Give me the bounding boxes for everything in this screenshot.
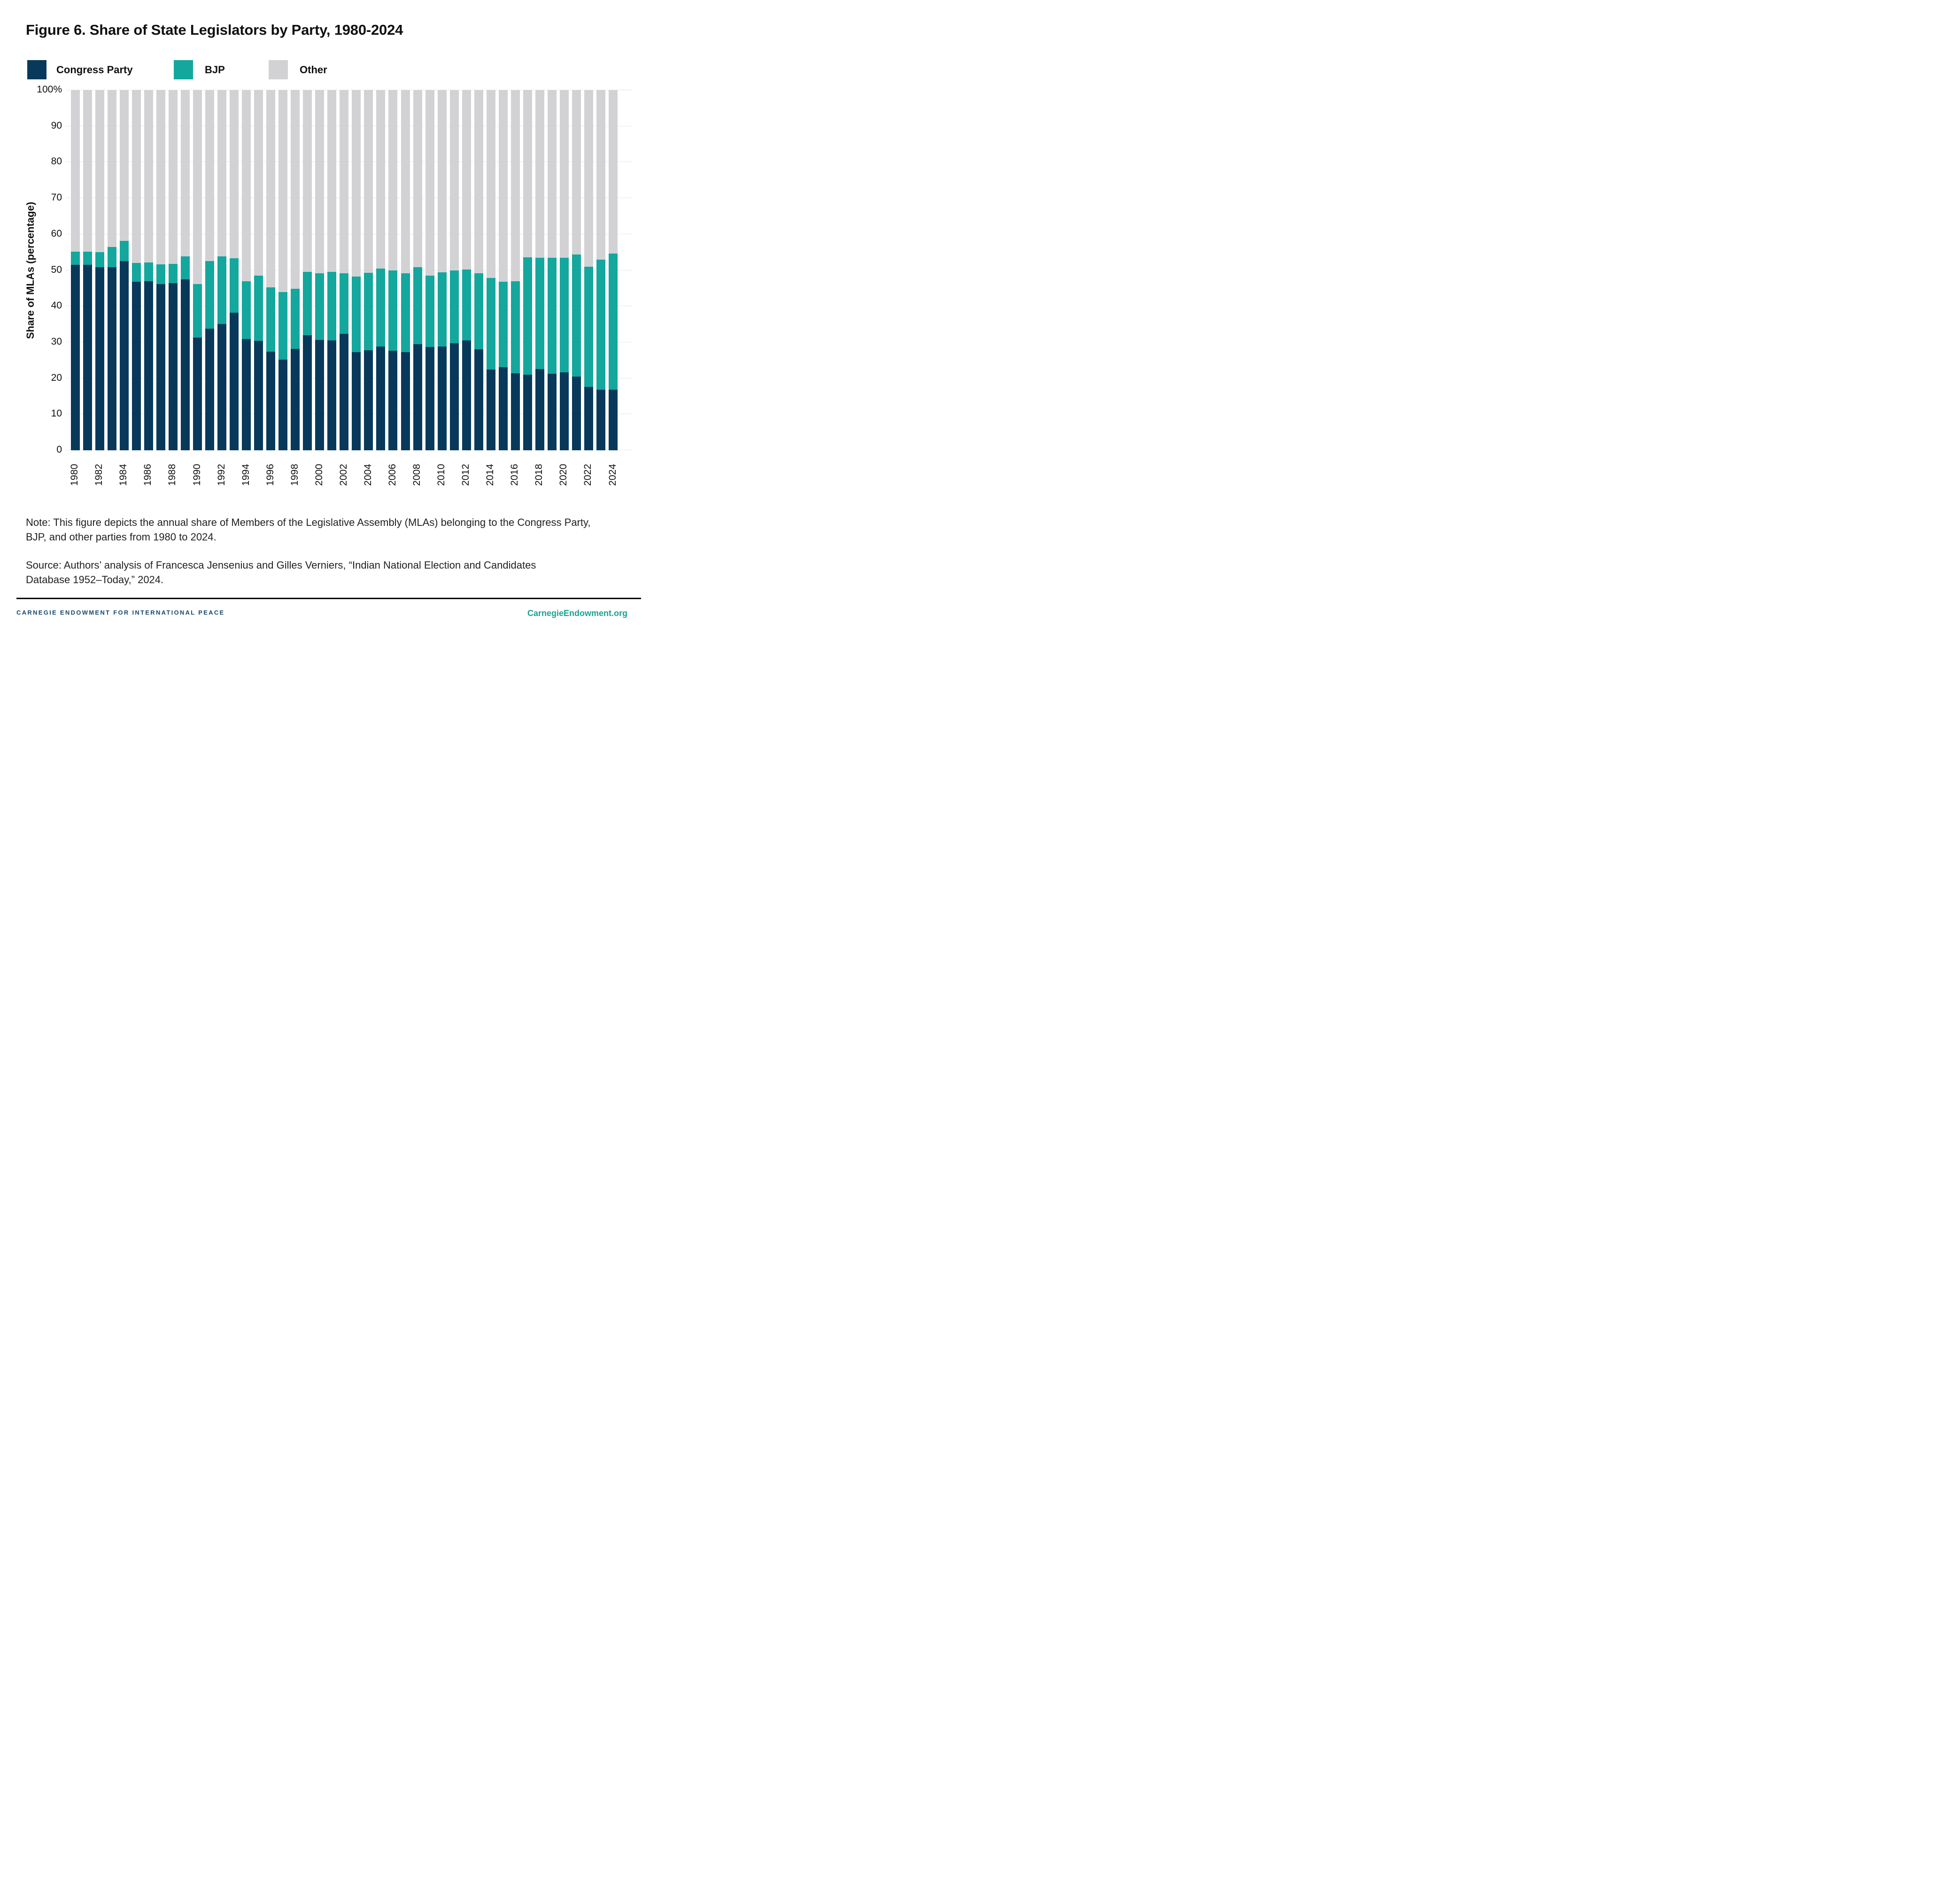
- bar-2008: [413, 90, 422, 450]
- footer-organization: CARNEGIE ENDOWMENT FOR INTERNATIONAL PEACE: [16, 609, 225, 616]
- bar-1998: [291, 90, 300, 450]
- source-line-2: Database 1952–Today,” 2024.: [26, 574, 164, 586]
- segment-bjp-2001: [327, 272, 336, 340]
- segment-congress-party-1989: [181, 279, 190, 450]
- segment-congress-party-1987: [156, 284, 165, 450]
- segment-other-1997: [278, 90, 287, 292]
- segment-other-1994: [242, 90, 251, 281]
- y-tick-label-20: 20: [51, 372, 62, 383]
- segment-congress-party-2014: [487, 370, 495, 450]
- bar-2006: [388, 90, 397, 450]
- bar-2004: [364, 90, 373, 450]
- y-tick-label-30: 30: [51, 336, 62, 347]
- bar-1991: [205, 90, 214, 450]
- segment-congress-party-1995: [254, 341, 263, 450]
- segment-congress-party-1981: [83, 265, 92, 450]
- y-tick-label-0: 0: [56, 444, 62, 455]
- segment-congress-party-1980: [71, 265, 80, 450]
- segment-congress-party-1988: [169, 283, 178, 450]
- segment-bjp-2006: [388, 270, 397, 351]
- x-tick-label-2014: 2014: [485, 464, 496, 486]
- segment-bjp-2015: [499, 282, 508, 367]
- bar-2015: [499, 90, 508, 450]
- segment-other-2020: [560, 90, 569, 258]
- segment-other-1980: [71, 90, 80, 252]
- bar-2018: [535, 90, 544, 450]
- segment-congress-party-2018: [535, 369, 544, 450]
- segment-bjp-2014: [487, 278, 495, 370]
- x-tick-label-1980: 1980: [69, 464, 80, 486]
- segment-bjp-1988: [169, 264, 178, 283]
- segment-bjp-1993: [230, 258, 239, 313]
- source-line-1: Source: Authors’ analysis of Francesca Jensenius and Gilles Verniers, “Indian National Election and Candidates: [26, 559, 536, 571]
- bar-2017: [523, 90, 532, 450]
- segment-other-2009: [425, 90, 434, 276]
- segment-congress-party-1983: [108, 267, 116, 450]
- bar-2002: [340, 90, 348, 450]
- bar-1980: [71, 90, 80, 450]
- segment-bjp-2018: [535, 258, 544, 369]
- segment-congress-party-1986: [144, 281, 153, 450]
- segment-other-2021: [572, 90, 581, 254]
- note-line-2: BJP, and other parties from 1980 to 2024.: [26, 531, 217, 543]
- x-tick-label-2024: 2024: [607, 464, 618, 486]
- bar-1988: [169, 90, 178, 450]
- segment-other-1991: [205, 90, 214, 261]
- segment-other-2000: [315, 90, 324, 273]
- bar-2016: [511, 90, 520, 450]
- segment-bjp-1999: [303, 272, 312, 335]
- segment-congress-party-2017: [523, 375, 532, 450]
- segment-congress-party-1999: [303, 335, 312, 450]
- segment-bjp-2009: [425, 276, 434, 347]
- y-tick-label-70: 70: [51, 192, 62, 203]
- bar-1996: [266, 90, 275, 450]
- note-line-1: Note: This figure depicts the annual share of Members of the Legislative Assembly (MLAs) belonging to the Congress Party,: [26, 516, 591, 528]
- x-tick-label-1998: 1998: [289, 464, 300, 486]
- x-tick-label-1990: 1990: [191, 464, 202, 486]
- bar-1990: [193, 90, 202, 450]
- y-tick-label-90: 90: [51, 120, 62, 131]
- segment-congress-party-2021: [572, 377, 581, 450]
- footer-site-link[interactable]: CarnegieEndowment.org: [527, 609, 627, 618]
- segment-other-1988: [169, 90, 178, 264]
- bar-1999: [303, 90, 312, 450]
- segment-congress-party-2008: [413, 344, 422, 450]
- bar-2005: [376, 90, 385, 450]
- segment-bjp-2020: [560, 258, 569, 373]
- x-tick-label-2016: 2016: [509, 464, 520, 486]
- bar-2011: [450, 90, 459, 450]
- segment-congress-party-1996: [266, 352, 275, 450]
- segment-other-2022: [584, 90, 593, 267]
- segment-other-1986: [144, 90, 153, 262]
- segment-congress-party-2005: [376, 347, 385, 450]
- figure-title: Figure 6. Share of State Legislators by Party, 1980-2024: [26, 22, 403, 38]
- segment-other-2010: [438, 90, 447, 272]
- source-text: [26, 558, 536, 587]
- segment-other-2024: [609, 90, 618, 254]
- segment-bjp-1989: [181, 256, 190, 279]
- segment-congress-party-2015: [499, 367, 508, 450]
- segment-other-1987: [156, 90, 165, 264]
- bar-1997: [278, 90, 287, 450]
- segment-other-2023: [596, 90, 605, 260]
- bar-1982: [95, 90, 104, 450]
- segment-other-1983: [108, 90, 116, 247]
- segment-bjp-2019: [548, 258, 557, 373]
- segment-other-2019: [548, 90, 557, 258]
- bar-1985: [132, 90, 141, 450]
- segment-congress-party-1992: [217, 324, 226, 450]
- segment-bjp-2000: [315, 273, 324, 340]
- segment-congress-party-1991: [205, 329, 214, 450]
- segment-bjp-1987: [156, 264, 165, 284]
- segment-bjp-2011: [450, 270, 459, 344]
- bar-2003: [352, 90, 361, 450]
- segment-congress-party-1982: [95, 267, 104, 450]
- segment-other-2001: [327, 90, 336, 272]
- x-tick-label-2012: 2012: [460, 464, 472, 486]
- bar-2023: [596, 90, 605, 450]
- segment-bjp-2024: [609, 254, 618, 390]
- y-tick-label-40: 40: [51, 300, 62, 311]
- segment-other-1992: [217, 90, 226, 256]
- segment-congress-party-2023: [596, 390, 605, 450]
- segment-bjp-1997: [278, 292, 287, 359]
- segment-bjp-2017: [523, 257, 532, 375]
- segment-bjp-2004: [364, 273, 373, 350]
- segment-other-2017: [523, 90, 532, 257]
- y-tick-label-10: 10: [51, 408, 62, 419]
- bar-2019: [548, 90, 557, 450]
- segment-other-1996: [266, 90, 275, 287]
- segment-other-1995: [254, 90, 263, 276]
- segment-bjp-1990: [193, 284, 202, 338]
- segment-congress-party-2016: [511, 373, 520, 450]
- segment-other-1989: [181, 90, 190, 256]
- y-tick-label-80: 80: [51, 156, 62, 167]
- segment-bjp-2012: [462, 270, 471, 340]
- x-tick-label-2006: 2006: [387, 464, 398, 486]
- segment-other-1985: [132, 90, 141, 263]
- legend-label-bjp: BJP: [205, 64, 225, 76]
- bar-1992: [217, 90, 226, 450]
- bar-2024: [609, 90, 618, 450]
- segment-other-1984: [120, 90, 129, 241]
- segment-congress-party-1998: [291, 349, 300, 450]
- stacked-bar-plot: [66, 90, 633, 450]
- segment-congress-party-2011: [450, 343, 459, 450]
- segment-other-2008: [413, 90, 422, 267]
- segment-other-2015: [499, 90, 508, 282]
- x-tick-label-1996: 1996: [264, 464, 276, 486]
- segment-bjp-1995: [254, 276, 263, 341]
- legend-label-other: Other: [300, 64, 327, 76]
- segment-bjp-2007: [401, 273, 410, 352]
- figure-page: [0, 0, 652, 635]
- footer-divider: [16, 598, 641, 599]
- segment-congress-party-2019: [548, 374, 557, 450]
- segment-congress-party-2013: [474, 349, 483, 450]
- bar-1983: [108, 90, 116, 450]
- x-tick-label-1994: 1994: [240, 464, 251, 486]
- segment-congress-party-2006: [388, 351, 397, 450]
- segment-bjp-1984: [120, 241, 129, 261]
- segment-other-2006: [388, 90, 397, 270]
- segment-congress-party-2020: [560, 372, 569, 450]
- segment-bjp-2002: [340, 273, 348, 334]
- legend-swatch-bjp: [174, 60, 193, 79]
- segment-congress-party-2007: [401, 352, 410, 450]
- bar-2020: [560, 90, 569, 450]
- segment-other-1981: [83, 90, 92, 252]
- bar-2013: [474, 90, 483, 450]
- segment-congress-party-2001: [327, 340, 336, 450]
- segment-bjp-2010: [438, 272, 447, 347]
- x-tick-label-2002: 2002: [338, 464, 349, 486]
- bar-1984: [120, 90, 129, 450]
- segment-other-2012: [462, 90, 471, 270]
- segment-other-1990: [193, 90, 202, 284]
- segment-other-2016: [511, 90, 520, 281]
- bar-1987: [156, 90, 165, 450]
- segment-congress-party-2003: [352, 352, 361, 450]
- x-tick-label-1982: 1982: [93, 464, 105, 486]
- segment-bjp-2016: [511, 281, 520, 373]
- bar-2022: [584, 90, 593, 450]
- bar-2009: [425, 90, 434, 450]
- x-tick-label-2022: 2022: [582, 464, 594, 486]
- segment-other-1999: [303, 90, 312, 272]
- segment-bjp-1982: [95, 252, 104, 267]
- segment-bjp-1986: [144, 262, 153, 281]
- segment-congress-party-2010: [438, 347, 447, 450]
- legend-swatch-other: [269, 60, 288, 79]
- bar-2001: [327, 90, 336, 450]
- segment-other-1998: [291, 90, 300, 289]
- segment-bjp-2021: [572, 254, 581, 377]
- y-tick-label-50: 50: [51, 264, 62, 275]
- y-tick-label-60: 60: [51, 228, 62, 239]
- note-text: [26, 515, 590, 544]
- x-tick-label-1984: 1984: [118, 464, 129, 486]
- segment-congress-party-2024: [609, 390, 618, 450]
- segment-other-2004: [364, 90, 373, 273]
- segment-bjp-2008: [413, 267, 422, 344]
- legend: [0, 60, 652, 80]
- x-tick-label-2018: 2018: [534, 464, 545, 486]
- segment-other-2011: [450, 90, 459, 270]
- segment-bjp-2013: [474, 273, 483, 350]
- bar-1981: [83, 90, 92, 450]
- x-tick-label-2000: 2000: [313, 464, 325, 486]
- segment-other-2007: [401, 90, 410, 273]
- segment-bjp-2022: [584, 267, 593, 387]
- segment-other-2014: [487, 90, 495, 278]
- x-tick-label-2020: 2020: [558, 464, 569, 486]
- bar-1995: [254, 90, 263, 450]
- legend-swatch-congress: [27, 60, 46, 79]
- bar-2014: [487, 90, 495, 450]
- segment-congress-party-1984: [120, 261, 129, 450]
- bar-2010: [438, 90, 447, 450]
- segment-congress-party-1997: [278, 360, 287, 450]
- segment-bjp-1992: [217, 256, 226, 324]
- legend-label-congress: Congress Party: [56, 64, 133, 76]
- bar-2021: [572, 90, 581, 450]
- segment-bjp-2023: [596, 260, 605, 390]
- segment-other-2003: [352, 90, 361, 277]
- x-tick-label-1992: 1992: [216, 464, 227, 486]
- segment-congress-party-2000: [315, 340, 324, 450]
- segment-other-1993: [230, 90, 239, 258]
- segment-bjp-2003: [352, 277, 361, 352]
- y-tick-label-100: 100%: [37, 84, 62, 95]
- bar-2000: [315, 90, 324, 450]
- segment-bjp-1983: [108, 247, 116, 267]
- segment-congress-party-2022: [584, 387, 593, 450]
- segment-bjp-2005: [376, 269, 385, 347]
- x-tick-label-2008: 2008: [411, 464, 423, 486]
- segment-bjp-1994: [242, 281, 251, 339]
- x-tick-label-2004: 2004: [362, 464, 373, 486]
- segment-bjp-1985: [132, 263, 141, 282]
- segment-other-2002: [340, 90, 348, 273]
- segment-congress-party-1985: [132, 282, 141, 450]
- segment-other-2013: [474, 90, 483, 273]
- y-axis-title: Share of MLAs (percentage): [24, 201, 36, 339]
- x-tick-label-1988: 1988: [167, 464, 178, 486]
- segment-other-1982: [95, 90, 104, 252]
- x-tick-label-2010: 2010: [436, 464, 447, 486]
- segment-bjp-1991: [205, 261, 214, 328]
- bar-1989: [181, 90, 190, 450]
- segment-congress-party-1994: [242, 339, 251, 450]
- bar-1986: [144, 90, 153, 450]
- x-tick-label-1986: 1986: [142, 464, 154, 486]
- segment-congress-party-2012: [462, 340, 471, 450]
- segment-congress-party-1993: [230, 313, 239, 450]
- segment-congress-party-2004: [364, 350, 373, 450]
- segment-other-2005: [376, 90, 385, 269]
- segment-bjp-1998: [291, 289, 300, 349]
- bar-2012: [462, 90, 471, 450]
- segment-bjp-1996: [266, 287, 275, 352]
- segment-congress-party-2002: [340, 334, 348, 450]
- bar-1994: [242, 90, 251, 450]
- segment-bjp-1980: [71, 252, 80, 265]
- segment-congress-party-1990: [193, 338, 202, 450]
- bar-1993: [230, 90, 239, 450]
- bar-2007: [401, 90, 410, 450]
- segment-bjp-1981: [83, 252, 92, 265]
- segment-other-2018: [535, 90, 544, 258]
- segment-congress-party-2009: [425, 347, 434, 450]
